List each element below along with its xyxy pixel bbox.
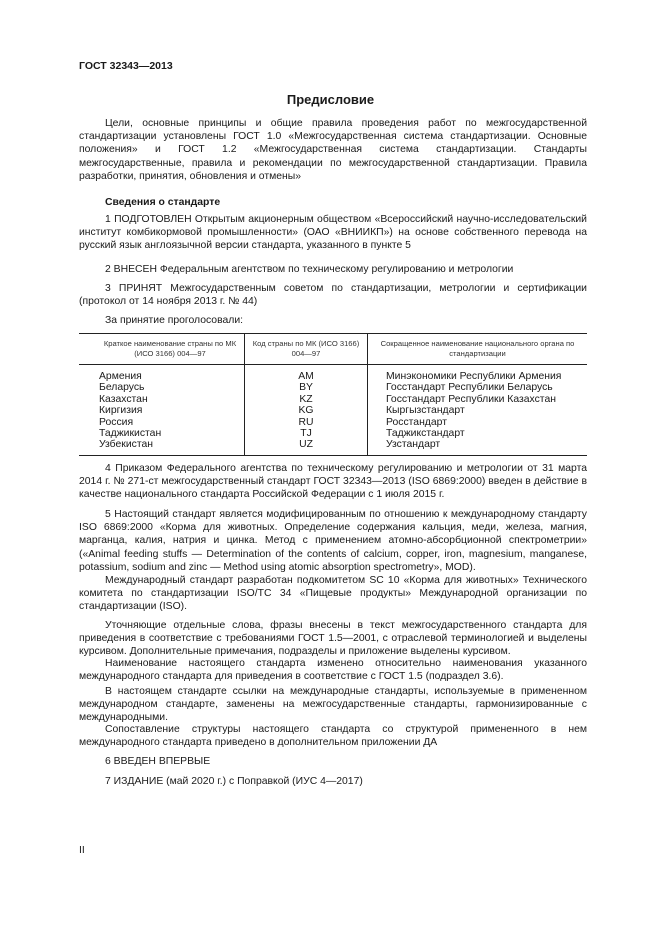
vote-intro: За принятие проголосовали: [105, 315, 244, 326]
body-cell: Росстандарт [368, 417, 588, 428]
body-cell: Узстандарт [368, 439, 588, 450]
code-cell: AM [245, 371, 368, 382]
item-5-references-paragraph: В настоящем стандарте ссылки на международные стандарты, используемые в примененном международном стандарте, заменены на межгосударственные стандарты, гармонизированные с международными. [79, 686, 587, 724]
code-cell: TJ [245, 428, 368, 439]
table-row [79, 405, 587, 416]
item-5-comparison-paragraph: Сопоставление структуры настоящего стандарта со структурой примененного в нем международного стандарта приведено в дополнительном приложении ДА [79, 724, 587, 749]
table-row [79, 371, 587, 382]
country-cell: Таджикистан [99, 428, 162, 440]
country-cell: Россия [99, 416, 134, 428]
country-cell: Узбекистан [99, 439, 153, 451]
page-title: Предисловие [286, 92, 375, 107]
body-cell: Госстандарт Республики Беларусь [368, 382, 588, 393]
table-header-code: Код страны по МК (ИСО 3166) 004—97 [245, 334, 368, 365]
country-cell: Армения [99, 371, 142, 382]
table-row [79, 394, 587, 405]
body-cell: Таджикстандарт [368, 428, 588, 439]
item-4-paragraph: 4 Приказом Федерального агентства по техническому регулированию и метрологии от 31 марта 2014 г. № 271-ст межгосударственный стандарт ГОСТ 32343—2013 (ISO 6869:2000) введен в действие в качестве национального стандарта Российской Федерации с 1 июля 2015 г. [79, 463, 587, 501]
item-2-paragraph: 2 ВНЕСЕН Федеральным агентством по техническому регулированию и метрологии [105, 264, 514, 275]
code-cell: RU [245, 417, 368, 428]
country-cell: Киргизия [99, 405, 143, 417]
country-cell: Казахстан [99, 393, 148, 405]
page-number: II [79, 845, 85, 856]
voting-table [79, 333, 587, 456]
intro-paragraph: Цели, основные принципы и общие правила проведения работ по межгосударственной стандартизации установлены ГОСТ 1.0 «Межгосударственная система стандартизации. Основные положения» и ГОСТ 1.2 «Межгосударственная система стандартизации. Стандарты межгосударственные, правила и рекомендации по межгосударственной стандартизации. Правила разработки, принятия, обновления и отмены» [79, 118, 587, 182]
code-cell: KG [245, 405, 368, 416]
section-subheading: Сведения о стандарте [105, 197, 221, 208]
table-row [79, 428, 587, 439]
item-5-international-paragraph: Международный стандарт разработан подкомитетом SC 10 «Корма для животных» Технического комитета по стандартизации ISO/TC 34 «Пищевые продукты» Международной организации по стандартизации (ISO). [79, 575, 587, 613]
item-3-paragraph: 3 ПРИНЯТ Межгосударственным советом по стандартизации, метрологии и сертификации (протокол от 14 ноября 2013 г. № 44) [79, 283, 587, 308]
item-1-paragraph: 1 ПОДГОТОВЛЕН Открытым акционерным обществом «Всероссийский научно-исследовательский институт комбикормовой промышленности» (ОАО «ВНИИКП») на основе собственного перевода на русский язык англоязычной версии стандарта, указанного в пункте 5 [79, 214, 587, 252]
table-row [79, 417, 587, 428]
code-cell: BY [245, 382, 368, 393]
item-7-paragraph: 7 ИЗДАНИЕ (май 2020 г.) с Поправкой (ИУС 4—2017) [105, 776, 363, 787]
table-header-body: Сокращенное наименование национального органа по стандартизации [368, 334, 588, 365]
body-cell: Минэкономики Республики Армения [368, 371, 588, 382]
item-5-clarification-paragraph: Уточняющие отдельные слова, фразы внесены в текст межгосударственного стандарта для приведения в соответствие с требованиями ГОСТ 1.5—2001, с отраслевой терминологией и выделены курсивом. Дополнительные примечания, подразделы и приложение выделены курсивом. [79, 620, 587, 658]
item-6-paragraph: 6 ВВЕДЕН ВПЕРВЫЕ [105, 756, 211, 767]
body-cell: Кыргызстандарт [368, 405, 588, 416]
item-5-paragraph: 5 Настоящий стандарт является модифицированным по отношению к международному стандарту ISO 6869:2000 «Корма для животных. Определение содержания кальция, меди, железа, магния, марганца, калия, натрия и цинка. Метод с применением атомно-абсорбционной спектрометрии» («Animal feeding stuffs — Determination of the contents of calcium, copper, iron, magnesium, manganese, potassium, sodium and zinc — Method using atomic absorption spectrometry», MOD). [79, 509, 587, 573]
country-cell: Беларусь [99, 382, 145, 394]
code-cell: KZ [245, 394, 368, 405]
item-5-title-paragraph: Наименование настоящего стандарта изменено относительно наименования указанного международного стандарта для приведения в соответствие с ГОСТ 1.5 (подраздел 3.6). [79, 658, 587, 683]
table-header-row [79, 334, 587, 365]
table-header-country: Краткое наименование страны по МК (ИСО 3166) 004—97 [79, 334, 245, 365]
table-row [79, 439, 587, 450]
body-cell: Госстандарт Республики Казахстан [368, 394, 588, 405]
table-row [79, 382, 587, 393]
code-cell: UZ [245, 439, 368, 450]
document-header: ГОСТ 32343—2013 [79, 60, 173, 72]
